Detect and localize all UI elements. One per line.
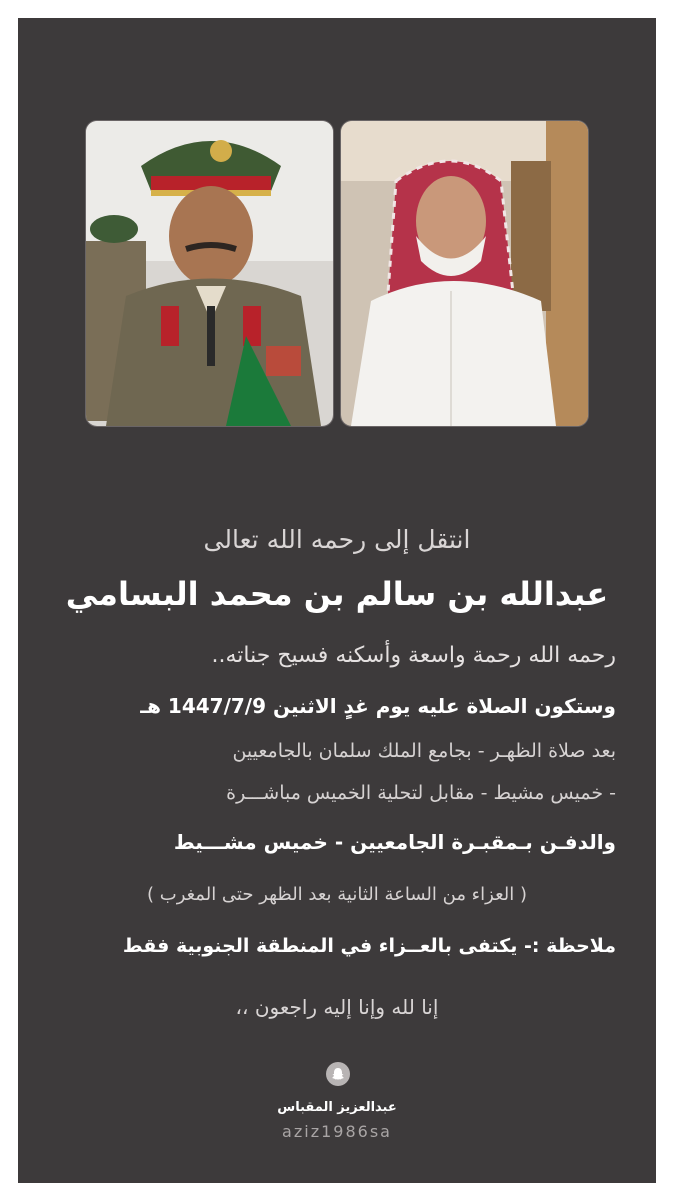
photo-officer bbox=[85, 120, 334, 427]
author-name: عبدالعزيز المقباس bbox=[277, 1100, 397, 1115]
burial-line: والدفـن بـمقبـرة الجامعيين - خميس مشـــيط bbox=[173, 830, 616, 854]
obituary-card bbox=[18, 18, 656, 1183]
photo-elderly-man-image bbox=[341, 121, 588, 426]
condolence-hours-line: ( العزاء من الساعة الثانية بعد الظهر حتى المغرب ) bbox=[147, 884, 527, 905]
prayer-line: رحمه الله رحمة واسعة وأسكنه فسيح جناته.. bbox=[211, 643, 616, 668]
author-handle: aziz1986sa bbox=[282, 1122, 392, 1141]
after-prayer-line: بعد صلاة الظهـر - بجامع الملك سلمان بالجامعيين bbox=[232, 740, 616, 762]
photo-officer-image bbox=[86, 121, 333, 426]
khamis-location-line: - خميس مشيط - مقابل لتحلية الخميس مباشـــرة bbox=[226, 782, 616, 804]
snapchat-ghost-icon bbox=[326, 1062, 350, 1086]
funeral-date-line: وستكون الصلاة عليه يوم غدٍ الاثنين 1447/7/9 هـ bbox=[140, 694, 616, 718]
verse-line: إنا لله وإنا إليه راجعون ،، bbox=[235, 995, 439, 1019]
note-line: ملاحظة :- يكتفى بالعــزاء في المنطقة الجنوبية فقط bbox=[122, 935, 616, 957]
deceased-name: عبدالله بن سالم بن محمد البسامي bbox=[65, 575, 609, 613]
intro-line: انتقل إلى رحمه الله تعالى bbox=[203, 525, 471, 554]
snapchat-ghost-glyph bbox=[331, 1067, 345, 1081]
photo-elderly-man bbox=[340, 120, 589, 427]
